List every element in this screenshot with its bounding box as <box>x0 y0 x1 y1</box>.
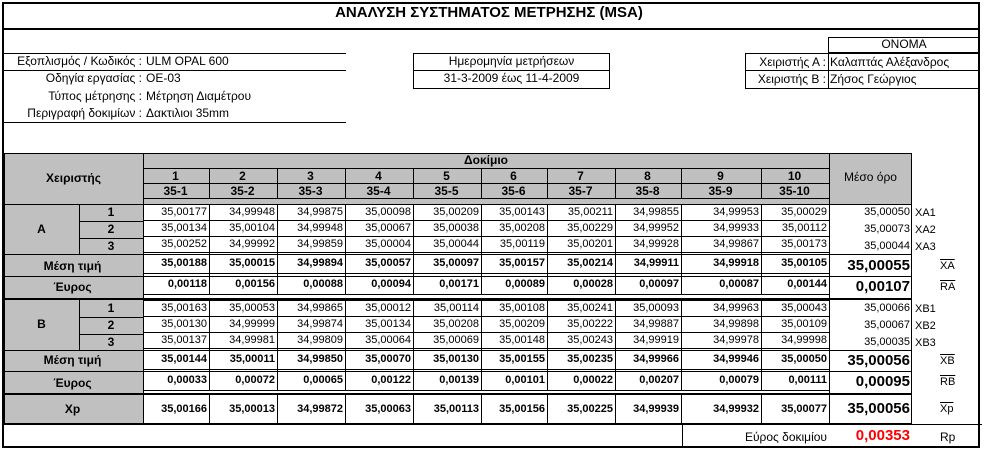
info-top-rule <box>4 53 346 54</box>
rule-b-range-top <box>4 371 912 372</box>
xp-cell: 35,00013 <box>210 395 278 424</box>
rule-a-bottom <box>4 298 912 300</box>
b-trial-1: 1 <box>107 301 115 315</box>
mean-cell: 35,00011 <box>210 349 278 370</box>
ra-bar-symbol: $\overline{RA}$ <box>940 281 956 293</box>
measurement-cell: 35,00112 <box>762 221 830 237</box>
rule-a-mean-top <box>4 254 912 255</box>
range-cell: 0,00139 <box>414 370 482 391</box>
equipment-label: Εξοπλισμός / Κωδικός : <box>17 54 142 68</box>
operators-divider <box>828 53 829 89</box>
measurement-cell: 35,00098 <box>346 205 414 221</box>
measurement-cell: 35,00130 <box>144 317 210 333</box>
measurement-cell: 35,00044 <box>414 237 482 253</box>
operator-a-name-cell: A <box>37 222 46 236</box>
instruction-label: Οδηγία εργασίας : <box>45 71 142 85</box>
measurement-cell: 35,00211 <box>548 205 616 221</box>
dates-label: Ημερομηνία μετρήσεων <box>448 54 575 68</box>
mean-cell: 35,00235 <box>548 349 616 370</box>
measurement-cell: 35,00069 <box>414 333 482 349</box>
measurement-cell: 35,00137 <box>144 333 210 349</box>
specimen-code: 35-9 <box>682 184 762 199</box>
range-cell: 0,00118 <box>144 274 210 295</box>
xp-label: Xp <box>64 402 81 416</box>
operator-name-header: ΟΝΟΜΑ <box>881 37 927 51</box>
operator-header: Χειριστής <box>46 171 101 185</box>
dates-value: 31-3-2009 έως 11-4-2009 <box>443 71 580 85</box>
rp-value: 0,00353 <box>855 427 910 444</box>
range-cell: 0,00065 <box>278 370 346 391</box>
measurement-cell: 34,99919 <box>616 333 682 349</box>
mean-cell: 35,00130 <box>414 349 482 370</box>
xp-cell: 34,99939 <box>616 395 682 424</box>
range-cell: 0,00111 <box>762 370 830 391</box>
measurement-cell: 35,00067 <box>346 221 414 237</box>
xp-cell: 34,99932 <box>682 395 762 424</box>
mean-cell: 35,00057 <box>346 253 414 274</box>
measurement-cell: 35,00143 <box>482 205 548 221</box>
specimen-code: 35-7 <box>548 184 616 199</box>
specimen-code: 35-8 <box>616 184 682 199</box>
range-cell: 0,00079 <box>682 370 762 391</box>
operator-b-name: Ζήσος Γεώργιος <box>830 72 917 86</box>
b-range-label: Έυρος <box>53 376 92 390</box>
xa-bar-symbol: $\overline{XA}$ <box>940 260 955 272</box>
measurement-cell: 35,00064 <box>346 333 414 349</box>
measurement-cell: 34,99953 <box>682 205 762 221</box>
measurement-cell: 35,00012 <box>346 301 414 317</box>
specimen-header: Δοκίμιο <box>464 153 508 167</box>
measurement-cell: 35,00241 <box>548 301 616 317</box>
mean-cell: 35,00144 <box>144 349 210 370</box>
measurement-cell: 34,99809 <box>278 333 346 349</box>
xb1-symbol: XB1 <box>915 303 936 315</box>
a-trial-rule-1 <box>79 221 143 222</box>
measurement-cell: 35,00119 <box>482 237 548 253</box>
operator-a-label: Χειριστής Α : <box>759 55 826 69</box>
mean-cell: 35,00015 <box>210 253 278 274</box>
measurement-cell: 34,99999 <box>210 317 278 333</box>
measurement-cell: 34,99855 <box>616 205 682 221</box>
xp-cell: 34,99872 <box>278 395 346 424</box>
mean-cell: 35,00050 <box>762 349 830 370</box>
measurement-cell: 34,99948 <box>278 221 346 237</box>
range-cell: 0,00171 <box>414 274 482 295</box>
measurement-cell: 34,99933 <box>682 221 762 237</box>
rule-col-left <box>143 153 144 424</box>
measurement-cell: 35,00093 <box>616 301 682 317</box>
measurement-cell: 34,99992 <box>210 237 278 253</box>
range-cell: 0,00033 <box>144 370 210 391</box>
xp-bar-symbol: $\overline{Xp}$ <box>940 403 954 415</box>
measurement-cell: 35,00252 <box>144 237 210 253</box>
measurement-cell: 35,00243 <box>548 333 616 349</box>
rule-a-range-top <box>4 276 912 277</box>
b-row-mean-3: 35,00035 <box>864 336 910 348</box>
xb2-symbol: XB2 <box>915 320 936 332</box>
measurement-cell: 35,00209 <box>482 317 548 333</box>
specimen-code: 35-10 <box>762 184 830 199</box>
info-rule <box>4 70 346 71</box>
measurement-cell: 35,00053 <box>210 301 278 317</box>
mean-cell: 34,99911 <box>616 253 682 274</box>
b-trial-2: 2 <box>107 318 115 332</box>
measurement-cell: 34,99859 <box>278 237 346 253</box>
range-cell: 0,00028 <box>548 274 616 295</box>
b-average-range: 0,00095 <box>855 373 910 390</box>
measurement-cell: 34,99928 <box>616 237 682 253</box>
xp-cell: 35,00225 <box>548 395 616 424</box>
b-row-mean-1: 35,00066 <box>864 302 910 314</box>
range-cell: 0,00022 <box>548 370 616 391</box>
specimen-number: 2 <box>210 169 278 184</box>
measurement-cell: 34,99874 <box>278 317 346 333</box>
specimen-code: 35-3 <box>278 184 346 199</box>
b-grand-mean: 35,00056 <box>847 352 910 369</box>
measurement-cell: 34,99998 <box>762 333 830 349</box>
rule-xp-bottom <box>4 424 982 425</box>
page-title: ΑΝΑΛΥΣΗ ΣΥΣΤΗΜΑΤΟΣ ΜΕΤΡΗΣΗΣ (MSA) <box>335 4 643 21</box>
a-inner-divider <box>79 204 80 254</box>
specimen-number: 3 <box>278 169 346 184</box>
measurement-cell: 34,99875 <box>278 205 346 221</box>
specimen-code: 35-4 <box>346 184 414 199</box>
measurement-cell: 35,00163 <box>144 301 210 317</box>
measurement-cell: 34,99887 <box>616 317 682 333</box>
measurement-cell: 35,00208 <box>482 221 548 237</box>
measurement-cell: 35,00201 <box>548 237 616 253</box>
xp-cell: 35,00063 <box>346 395 414 424</box>
specimen-code: 35-2 <box>210 184 278 199</box>
b-inner-divider <box>79 300 80 350</box>
measurement-cell: 35,00177 <box>144 205 210 221</box>
range-cell: 0,00089 <box>482 274 548 295</box>
measurement-cell: 35,00104 <box>210 221 278 237</box>
a-trial-2: 2 <box>107 222 115 236</box>
xa2-symbol: XA2 <box>915 224 936 236</box>
measurement-cell: 35,00029 <box>762 205 830 221</box>
mean-cell: 35,00188 <box>144 253 210 274</box>
range-cell: 0,00156 <box>210 274 278 295</box>
measurement-cell: 35,00208 <box>414 317 482 333</box>
rule-b-bottom <box>4 393 912 395</box>
b-row-mean-2: 35,00067 <box>864 319 910 331</box>
a-trial-3: 3 <box>107 239 115 253</box>
xb-bar-symbol: $\overline{XB}$ <box>940 355 955 367</box>
mean-header: Μέσο όρο <box>844 170 897 184</box>
range-cell: 0,00207 <box>616 370 682 391</box>
specimen-description-value: Δακτιλιοι 35mm <box>146 106 230 120</box>
measurement-cell: 34,99865 <box>278 301 346 317</box>
measurement-cell: 34,99898 <box>682 317 762 333</box>
b-mean-label: Μέση τιμή <box>43 353 102 367</box>
title-divider <box>2 28 980 30</box>
range-cell: 0,00101 <box>482 370 548 391</box>
equipment-value: ULM OPAL 600 <box>146 54 229 68</box>
rule-b-mean-top <box>4 350 912 351</box>
range-cell: 0,00094 <box>346 274 414 295</box>
range-cell: 0,00087 <box>682 274 762 295</box>
measurement-cell: 34,99978 <box>682 333 762 349</box>
a-average-range: 0,00107 <box>855 278 910 295</box>
specimen-number: 1 <box>144 169 210 184</box>
specimen-number: 7 <box>548 169 616 184</box>
range-cell: 0,00097 <box>616 274 682 295</box>
mean-cell: 35,00214 <box>548 253 616 274</box>
xp-grand-mean: 35,00056 <box>847 400 910 417</box>
specimen-number: 6 <box>482 169 548 184</box>
measurement-cell: 35,00038 <box>414 221 482 237</box>
a-grand-mean: 35,00055 <box>847 257 910 274</box>
b-trial-rule-1 <box>79 317 143 318</box>
operator-b-label: Χειριστής Β : <box>757 72 826 86</box>
a-trial-1: 1 <box>107 205 115 219</box>
mean-cell: 35,00097 <box>414 253 482 274</box>
a-trial-rule-2 <box>79 238 143 239</box>
range-cell: 0,00144 <box>762 274 830 295</box>
measurement-type-label: Τύπος μέτρησης : <box>48 89 142 103</box>
b-trial-rule-2 <box>79 334 143 335</box>
range-cell: 0,00088 <box>278 274 346 295</box>
a-row-mean-3: 35,00044 <box>864 240 910 252</box>
mean-cell: 34,99850 <box>278 349 346 370</box>
range-specimens-label: Εύρος δοκιμίου <box>744 430 827 444</box>
measurement-cell: 35,00108 <box>482 301 548 317</box>
specimen-code: 35-1 <box>144 184 210 199</box>
table-outer-border <box>4 153 912 424</box>
mean-cell: 35,00105 <box>762 253 830 274</box>
measurement-cell: 35,00173 <box>762 237 830 253</box>
mean-cell: 34,99894 <box>278 253 346 274</box>
mean-cell: 35,00157 <box>482 253 548 274</box>
range-cell: 0,00072 <box>210 370 278 391</box>
measurement-cell: 35,00229 <box>548 221 616 237</box>
measurement-cell: 34,99981 <box>210 333 278 349</box>
rp-symbol: Rp <box>940 430 956 444</box>
measurement-cell: 35,00222 <box>548 317 616 333</box>
xp-cell: 35,00156 <box>482 395 548 424</box>
rule-header-bottom <box>4 204 912 205</box>
xp-cell: 35,00113 <box>414 395 482 424</box>
operators-rule <box>745 70 980 71</box>
a-row-mean-1: 35,00050 <box>864 206 910 218</box>
specimen-number: 4 <box>346 169 414 184</box>
mean-cell: 35,00155 <box>482 349 548 370</box>
measurement-cell: 34,99963 <box>682 301 762 317</box>
measurement-cell: 35,00148 <box>482 333 548 349</box>
measurement-cell: 35,00004 <box>346 237 414 253</box>
measurement-cell: 35,00043 <box>762 301 830 317</box>
b-trial-3: 3 <box>107 335 115 349</box>
specimen-code: 35-6 <box>482 184 548 199</box>
a-range-label: Έυρος <box>53 280 92 294</box>
measurement-cell: 35,00109 <box>762 317 830 333</box>
xp-cell: 35,00077 <box>762 395 830 424</box>
xp-cell: 35,00166 <box>144 395 210 424</box>
operator-b-name-cell: B <box>37 317 46 331</box>
measurement-cell: 35,00114 <box>414 301 482 317</box>
mean-cell: 35,00070 <box>346 349 414 370</box>
a-mean-label: Μέση τιμή <box>43 259 102 273</box>
measurement-cell: 35,00134 <box>346 317 414 333</box>
operator-a-name: Καλαπτάς Αλέξανδρος <box>830 55 950 69</box>
measurement-cell: 34,99867 <box>682 237 762 253</box>
measurement-type-value: Μέτρηση Διαμέτρου <box>146 89 252 103</box>
instruction-value: ΟΕ-03 <box>146 71 181 85</box>
measurement-cell: 34,99948 <box>210 205 278 221</box>
xa3-symbol: XA3 <box>915 241 936 253</box>
info-bottom-rule <box>4 122 346 123</box>
rb-bar-symbol: $\overline{RB}$ <box>940 376 956 388</box>
range-cell: 0,00122 <box>346 370 414 391</box>
xa1-symbol: XA1 <box>915 207 936 219</box>
xb3-symbol: XB3 <box>915 337 936 349</box>
a-row-mean-2: 35,00073 <box>864 223 910 235</box>
mean-cell: 34,99918 <box>682 253 762 274</box>
specimen-number: 9 <box>682 169 762 184</box>
specimen-number: 5 <box>414 169 482 184</box>
specimen-number: 10 <box>762 169 830 184</box>
measurement-cell: 35,00209 <box>414 205 482 221</box>
specimen-code: 35-5 <box>414 184 482 199</box>
measurement-cell: 34,99952 <box>616 221 682 237</box>
specimen-description-label: Περιγραφή δοκιμίων : <box>27 106 142 120</box>
measurement-cell: 35,00134 <box>144 221 210 237</box>
specimen-number: 8 <box>616 169 682 184</box>
mean-cell: 34,99946 <box>682 349 762 370</box>
mean-cell: 34,99966 <box>616 349 682 370</box>
